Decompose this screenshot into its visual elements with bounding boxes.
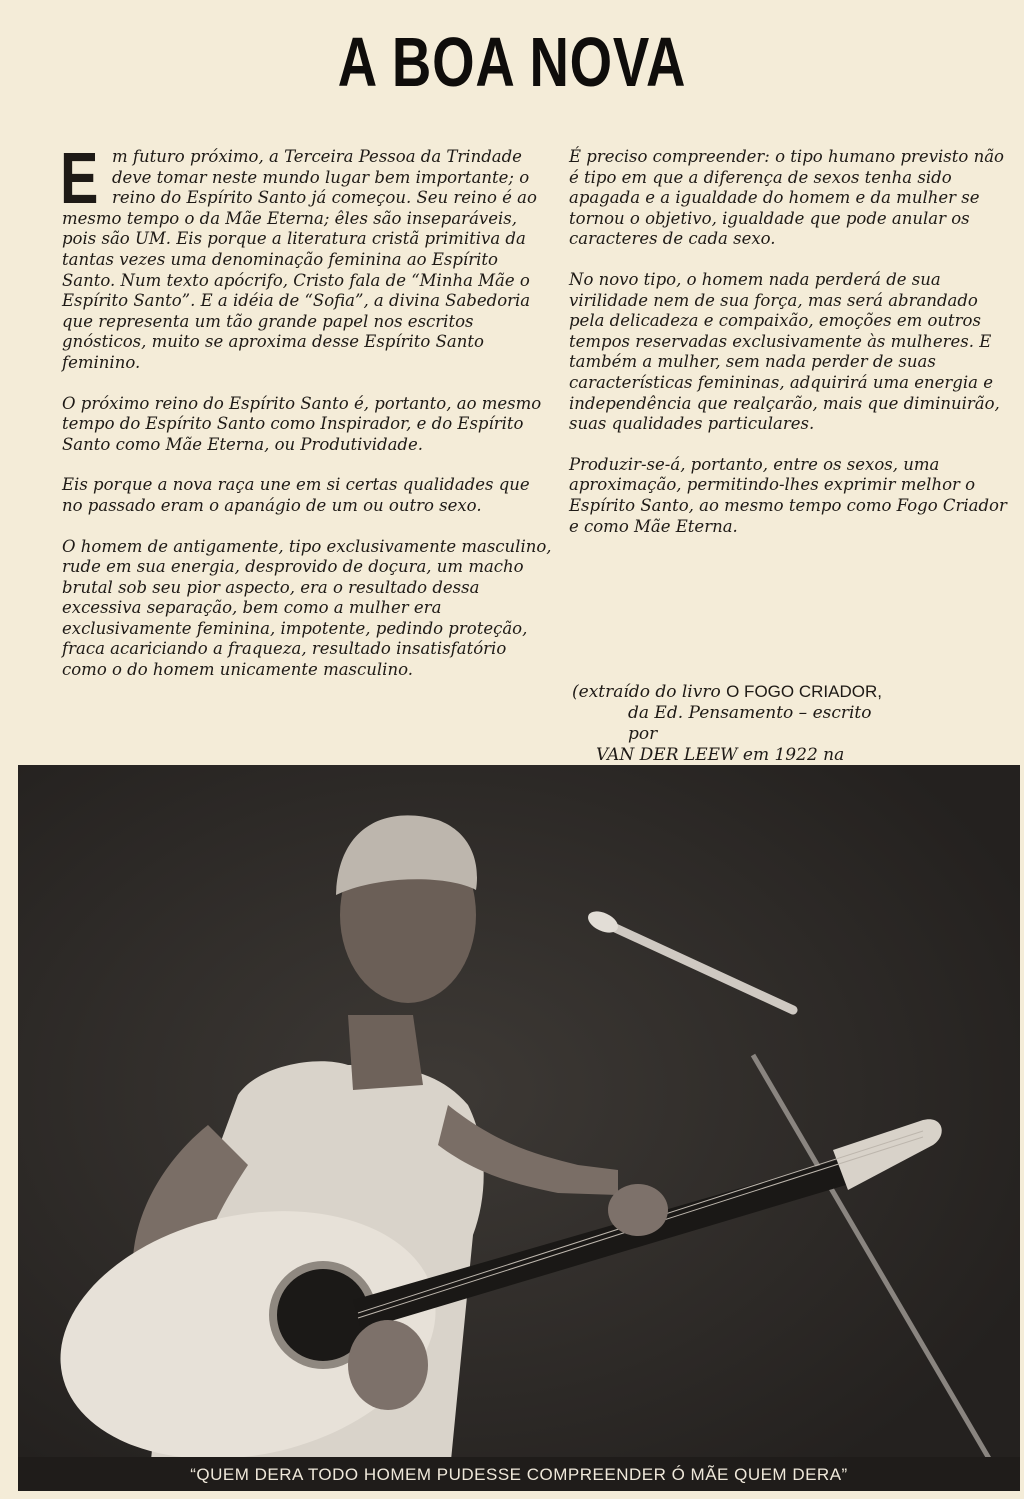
credit-prefix: (extraído do livro: [572, 682, 727, 702]
right-paragraph-2: No novo tipo, o homem nada perderá de sua virilidade nem de sua força, mas será abrandado pela delicadeza e compaixão, emoções em outros tempos reservadas exclusivamente às mulheres. E também a mulher, sem nada perder de suas características femininas, adquirirá uma energia e independência que realçarão, mais que diminuirão, suas qualidades particulares.: [569, 269, 1000, 434]
right-paragraph-3: Produzir-se-á, portanto, entre os sexos, uma aproximação, permitindo-lhes exprimir melhor o Espírito Santo, ao mesmo tempo como Fogo Criador e como Mãe Eterna.: [569, 454, 1007, 536]
right-paragraph-1: É preciso compreender: o tipo humano previsto não é tipo em que a diferença de sexos tenha sido apagada e a igualdade do homem e da mulher se tornou o objetivo, igualdade que pode anular os caracteres de cada sexo.: [569, 147, 1004, 249]
credit-line-1: [566, 681, 896, 703]
left-paragraph-3: Eis porque a nova raça une em si certas qualidades que no passado eram o apanágio de um ou outro sexo.: [62, 475, 530, 515]
photo-illustration: [18, 765, 1020, 1491]
drop-cap: E: [60, 139, 99, 219]
credit-line-3: VAN DER LEEW em 1922 na: [596, 745, 845, 765]
left-paragraph-2: O próximo reino do Espírito Santo é, portanto, ao mesmo tempo do Espírito Santo como Inspirador, e do Espírito Santo como Mãe Eterna, ou Produtividade.: [62, 393, 542, 454]
intro-text: m futuro próximo, a Terceira Pessoa da Trindade deve tomar neste mundo lugar bem importante; o reino do Espírito Santo já começou. Seu reino é ao mesmo tempo o da Mãe Eterna; êles são inseparáveis, pois são UM. Eis porque a literatura cristã primitiva da tantas vezes uma denominação feminina ao Espírito Santo. Num texto apócrifo, Cristo fala de “Minha Mãe o Espírito Santo”. E a idéia de “Sofia”, a divina Sabedoria que representa um tão grande papel nos escritos gnósticos, muito se aproxima desse Espírito Santo feminino.: [62, 147, 537, 372]
credit-line-2: da Ed. Pensamento – escrito por: [628, 703, 872, 744]
right-column: [569, 147, 1009, 557]
credit-book-title: O FOGO CRIADOR,: [726, 682, 882, 701]
photo-caption: “QUEM DERA TODO HOMEM PUDESSE COMPREENDER Ó MÃE QUEM DERA”: [190, 1465, 848, 1484]
performer-photo: [18, 765, 1020, 1491]
left-column: [60, 139, 552, 701]
left-paragraph-4: O homem de antigamente, tipo exclusivamente masculino, rude em sua energia, desprovido de doçura, um macho brutal sob seu pior aspecto, era o resultado dessa excessiva separação, bem como a mulher era exclusivamente feminina, impotente, pedindo proteção, fraca acariciando a fraqueza, resultado insatisfatório como o do homem unicamente masculino.: [62, 536, 552, 680]
intro-paragraph: [60, 139, 552, 374]
page-title: A BOA NOVA: [337, 23, 687, 101]
